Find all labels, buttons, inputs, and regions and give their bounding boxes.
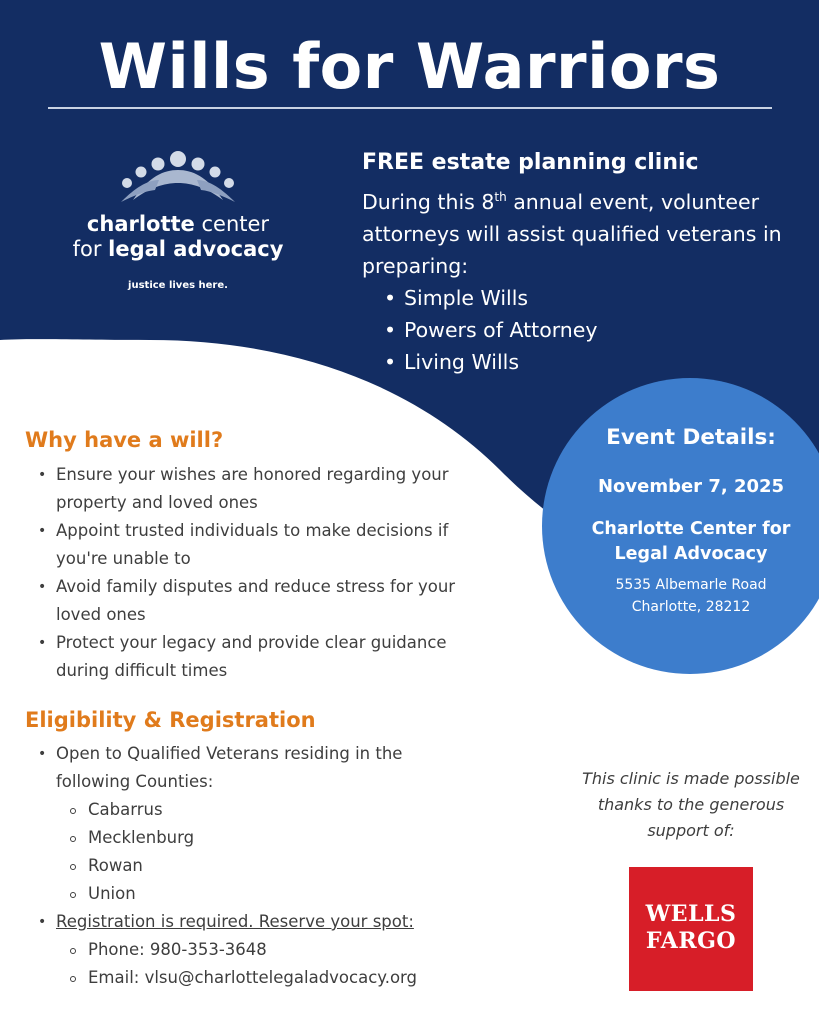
county-list bbox=[56, 796, 498, 908]
phone-contact[interactable]: Phone: 980-353-3648 bbox=[70, 936, 498, 964]
service-item: • Living Wills bbox=[384, 346, 802, 378]
event-details bbox=[562, 425, 819, 618]
organization-tagline: justice lives here. bbox=[128, 280, 228, 291]
why-list bbox=[38, 461, 468, 685]
address-street: 5535 Albemarle Road bbox=[615, 577, 767, 593]
sponsor-name: WELLS FARGO bbox=[645, 901, 737, 954]
clinic-description: During this 8th annual event, volunteer attorneys will assist qualified veterans in preparing: bbox=[362, 189, 782, 278]
service-item: • Powers of Attorney bbox=[384, 314, 802, 346]
county-item: Rowan bbox=[70, 852, 498, 880]
people-arc-icon bbox=[119, 150, 237, 204]
eligibility-text: • Open to Qualified Veterans residing in the following Counties: bbox=[56, 744, 403, 791]
service-item: • Simple Wills bbox=[384, 282, 802, 314]
page-title: Wills for Warriors bbox=[98, 30, 721, 103]
services-list bbox=[362, 282, 802, 378]
sponsor-logo bbox=[629, 867, 753, 991]
county-item: Cabarrus bbox=[70, 796, 498, 824]
eligibility-item bbox=[38, 740, 498, 908]
clinic-heading: FREE estate planning clinic bbox=[362, 150, 699, 175]
reason-item: • Avoid family disputes and reduce stress for your loved ones bbox=[38, 573, 468, 629]
county-item: Mecklenburg bbox=[70, 824, 498, 852]
clinic-intro bbox=[362, 150, 802, 378]
county-item: Union bbox=[70, 880, 498, 908]
address-city: Charlotte, 28212 bbox=[631, 599, 751, 615]
event-venue: Charlotte Center for Legal Advocacy bbox=[591, 519, 791, 564]
email-contact[interactable]: Email: vlsu@charlottelegaladvocacy.org bbox=[70, 964, 498, 992]
sponsor-message: This clinic is made possible thanks to the generous support of: bbox=[582, 769, 800, 840]
organization-name-line2: for legal advocacy bbox=[72, 237, 284, 261]
organization-name-line1: charlotte center bbox=[86, 212, 270, 236]
title-divider bbox=[48, 107, 772, 109]
contact-list bbox=[56, 936, 498, 992]
reason-item: • Protect your legacy and provide clear guidance during difficult times bbox=[38, 629, 468, 685]
event-address bbox=[562, 574, 819, 618]
organization-logo bbox=[58, 150, 298, 291]
registration-item bbox=[38, 908, 498, 992]
reason-item: • Ensure your wishes are honored regarding your property and loved ones bbox=[38, 461, 468, 517]
why-heading: Why have a will? bbox=[25, 428, 224, 452]
event-date: November 7, 2025 bbox=[597, 476, 785, 497]
eligibility-list bbox=[38, 740, 498, 992]
event-details-heading: Event Details: bbox=[606, 425, 776, 450]
registration-note: • Registration is required. Reserve your spot: bbox=[56, 912, 414, 931]
eligibility-heading: Eligibility & Registration bbox=[25, 708, 316, 732]
reason-item: • Appoint trusted individuals to make decisions if you're unable to bbox=[38, 517, 468, 573]
